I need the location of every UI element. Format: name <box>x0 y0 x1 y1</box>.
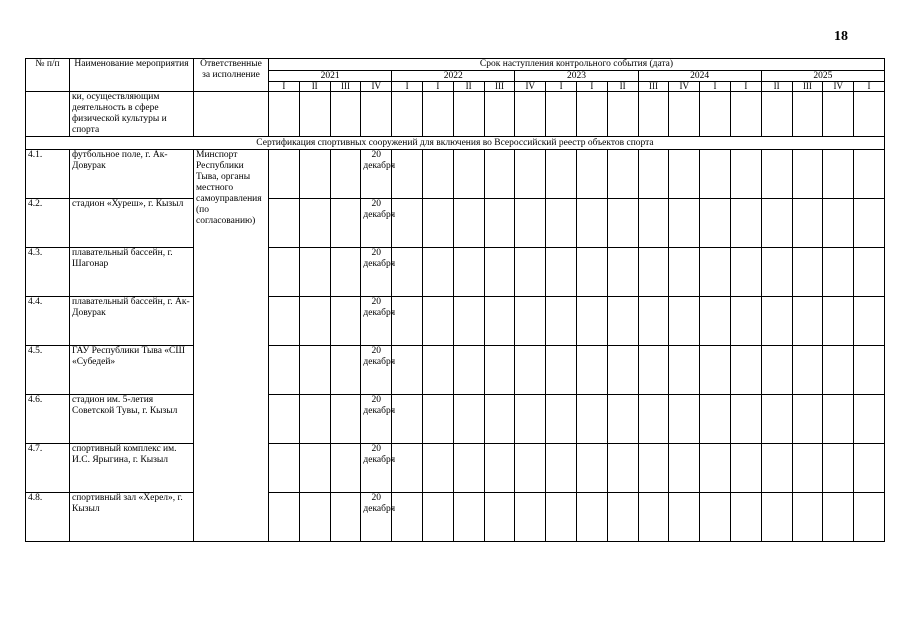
schedule-cell <box>730 150 761 199</box>
schedule-cell <box>546 199 577 248</box>
schedule-cell <box>546 444 577 493</box>
header-quarter: I <box>269 82 300 92</box>
schedule-cell <box>576 395 607 444</box>
row-name: плавательный бассейн, г. Ак-Довурак <box>70 297 194 346</box>
schedule-cell <box>546 297 577 346</box>
schedule-cell <box>823 493 854 542</box>
header-quarter: III <box>638 82 669 92</box>
header-quarter: III <box>330 82 361 92</box>
event-schedule-table <box>25 58 885 542</box>
schedule-cell <box>546 150 577 199</box>
schedule-cell <box>730 92 761 137</box>
header-quarter: I <box>700 82 731 92</box>
header-quarter: IV <box>823 82 854 92</box>
schedule-cell <box>330 493 361 542</box>
schedule-cell <box>669 297 700 346</box>
schedule-cell <box>823 395 854 444</box>
responsible-note: (по согласованию) <box>196 205 256 226</box>
schedule-cell <box>330 346 361 395</box>
schedule-cell <box>607 395 638 444</box>
schedule-cell <box>638 92 669 137</box>
responsible-text: Минспорт Республики Тыва, органы местного самоуправления <box>196 150 262 204</box>
schedule-cell <box>576 199 607 248</box>
schedule-cell <box>515 248 546 297</box>
schedule-cell <box>607 92 638 137</box>
schedule-cell <box>854 199 885 248</box>
schedule-cell <box>823 92 854 137</box>
schedule-cell <box>361 92 392 137</box>
schedule-cell <box>515 150 546 199</box>
schedule-cell <box>700 346 731 395</box>
schedule-cell <box>269 92 300 137</box>
schedule-cell <box>700 297 731 346</box>
schedule-cell <box>422 92 453 137</box>
schedule-cell <box>484 150 515 199</box>
responsible-cell-continued <box>194 444 269 493</box>
schedule-cell <box>669 150 700 199</box>
schedule-cell <box>792 92 823 137</box>
schedule-cell <box>854 493 885 542</box>
schedule-cell <box>299 150 330 199</box>
deadline-date: 20 декабря <box>361 493 392 542</box>
schedule-cell <box>638 493 669 542</box>
deadline-date: 20 декабря <box>361 199 392 248</box>
schedule-cell <box>330 248 361 297</box>
schedule-cell <box>854 444 885 493</box>
header-deadline: Срок наступления контрольного события (дата) <box>269 59 885 71</box>
table-row <box>26 395 885 444</box>
schedule-cell <box>392 199 423 248</box>
schedule-cell <box>607 248 638 297</box>
schedule-cell <box>700 199 731 248</box>
schedule-cell <box>854 92 885 137</box>
schedule-cell <box>546 395 577 444</box>
schedule-cell <box>515 346 546 395</box>
schedule-cell <box>730 199 761 248</box>
schedule-cell <box>576 92 607 137</box>
deadline-date: 20 декабря <box>361 150 392 199</box>
row-name: ГАУ Республики Тыва «СШ «Субедей» <box>70 346 194 395</box>
schedule-cell <box>669 444 700 493</box>
schedule-cell <box>392 346 423 395</box>
header-quarter: I <box>392 82 423 92</box>
continuation-responsible-cell <box>194 92 269 137</box>
schedule-cell <box>792 248 823 297</box>
schedule-cell <box>269 199 300 248</box>
schedule-cell <box>669 92 700 137</box>
schedule-cell <box>269 346 300 395</box>
table-row <box>26 199 885 248</box>
schedule-cell <box>761 150 792 199</box>
schedule-cell <box>792 297 823 346</box>
schedule-cell <box>761 297 792 346</box>
row-number: 4.2. <box>26 199 70 248</box>
schedule-cell <box>576 297 607 346</box>
schedule-cell <box>607 493 638 542</box>
schedule-cell <box>546 493 577 542</box>
schedule-cell <box>854 150 885 199</box>
row-number: 4.4. <box>26 297 70 346</box>
header-name: Наименование мероприятия <box>70 59 194 92</box>
header-year: 2022 <box>392 71 515 82</box>
schedule-cell <box>269 297 300 346</box>
schedule-cell <box>638 395 669 444</box>
schedule-cell <box>484 297 515 346</box>
schedule-cell <box>854 248 885 297</box>
schedule-cell <box>453 150 484 199</box>
schedule-cell <box>392 297 423 346</box>
schedule-cell <box>576 150 607 199</box>
row-number: 4.8. <box>26 493 70 542</box>
section-title: Сертификация спортивных сооружений для включения во Всероссийский реестр объектов спорта <box>26 137 885 150</box>
schedule-cell <box>422 493 453 542</box>
header-quarter: II <box>607 82 638 92</box>
header-quarter: I <box>576 82 607 92</box>
schedule-cell <box>761 199 792 248</box>
schedule-cell <box>823 346 854 395</box>
schedule-cell <box>269 248 300 297</box>
schedule-cell <box>484 493 515 542</box>
row-number: 4.1. <box>26 150 70 199</box>
schedule-cell <box>484 395 515 444</box>
header-responsible: Ответственные за исполнение <box>194 59 269 92</box>
header-quarter: III <box>484 82 515 92</box>
responsible-cell <box>194 150 269 248</box>
header-quarter: IV <box>515 82 546 92</box>
schedule-cell <box>330 444 361 493</box>
header-quarter: I <box>730 82 761 92</box>
schedule-cell <box>515 92 546 137</box>
table-row <box>26 346 885 395</box>
schedule-cell <box>761 248 792 297</box>
schedule-cell <box>453 444 484 493</box>
header-quarter: I <box>854 82 885 92</box>
responsible-cell-continued <box>194 493 269 542</box>
schedule-cell <box>453 92 484 137</box>
row-name: плавательный бассейн, г. Шагонар <box>70 248 194 297</box>
header-quarter: II <box>761 82 792 92</box>
header-year: 2025 <box>761 71 884 82</box>
deadline-date: 20 декабря <box>361 248 392 297</box>
schedule-cell <box>669 395 700 444</box>
schedule-cell <box>638 297 669 346</box>
schedule-cell <box>392 150 423 199</box>
schedule-cell <box>607 297 638 346</box>
row-name: стадион им. 5-летия Советской Тувы, г. Кызыл <box>70 395 194 444</box>
schedule-cell <box>730 444 761 493</box>
row-name: спортивный комплекс им. И.С. Ярыгина, г. Кызыл <box>70 444 194 493</box>
schedule-cell <box>638 444 669 493</box>
table-row <box>26 444 885 493</box>
schedule-cell <box>700 395 731 444</box>
schedule-cell <box>792 493 823 542</box>
schedule-cell <box>299 92 330 137</box>
schedule-cell <box>669 346 700 395</box>
schedule-cell <box>607 199 638 248</box>
schedule-cell <box>453 297 484 346</box>
deadline-date: 20 декабря <box>361 395 392 444</box>
header-year: 2023 <box>515 71 638 82</box>
schedule-cell <box>299 297 330 346</box>
table-row <box>26 297 885 346</box>
header-quarter: II <box>299 82 330 92</box>
schedule-cell <box>269 493 300 542</box>
page-number: 18 <box>834 29 848 44</box>
deadline-date: 20 декабря <box>361 444 392 493</box>
schedule-cell <box>299 493 330 542</box>
schedule-cell <box>761 493 792 542</box>
schedule-cell <box>269 150 300 199</box>
schedule-cell <box>638 248 669 297</box>
schedule-cell <box>576 248 607 297</box>
responsible-cell-continued <box>194 248 269 297</box>
schedule-cell <box>453 395 484 444</box>
schedule-cell <box>515 395 546 444</box>
schedule-cell <box>330 92 361 137</box>
deadline-date: 20 декабря <box>361 346 392 395</box>
schedule-cell <box>792 346 823 395</box>
schedule-cell <box>515 199 546 248</box>
schedule-cell <box>392 444 423 493</box>
schedule-cell <box>854 346 885 395</box>
schedule-cell <box>792 199 823 248</box>
schedule-cell <box>761 395 792 444</box>
header-year: 2024 <box>638 71 761 82</box>
schedule-cell <box>730 493 761 542</box>
schedule-cell <box>823 199 854 248</box>
schedule-cell <box>761 346 792 395</box>
row-name: стадион «Хуреш», г. Кызыл <box>70 199 194 248</box>
schedule-cell <box>299 395 330 444</box>
header-quarter: I <box>422 82 453 92</box>
schedule-cell <box>422 199 453 248</box>
table-row <box>26 248 885 297</box>
schedule-cell <box>730 248 761 297</box>
schedule-cell <box>638 199 669 248</box>
schedule-cell <box>730 346 761 395</box>
schedule-cell <box>546 92 577 137</box>
schedule-cell <box>823 150 854 199</box>
schedule-cell <box>299 199 330 248</box>
row-number: 4.3. <box>26 248 70 297</box>
schedule-cell <box>453 199 484 248</box>
schedule-cell <box>576 493 607 542</box>
schedule-cell <box>269 395 300 444</box>
schedule-cell <box>854 395 885 444</box>
schedule-cell <box>792 444 823 493</box>
schedule-cell <box>854 297 885 346</box>
schedule-cell <box>299 248 330 297</box>
schedule-cell <box>422 346 453 395</box>
header-quarter: III <box>792 82 823 92</box>
schedule-cell <box>422 444 453 493</box>
row-number: 4.7. <box>26 444 70 493</box>
continuation-name: ки, осуществляющим деятельность в сфере физической культуры и спорта <box>70 92 194 137</box>
schedule-cell <box>792 395 823 444</box>
schedule-cell <box>422 150 453 199</box>
schedule-cell <box>700 444 731 493</box>
schedule-cell <box>484 444 515 493</box>
schedule-cell <box>453 346 484 395</box>
schedule-cell <box>299 444 330 493</box>
schedule-cell <box>576 346 607 395</box>
schedule-cell <box>607 150 638 199</box>
responsible-cell-continued <box>194 346 269 395</box>
schedule-cell <box>669 199 700 248</box>
schedule-cell <box>669 248 700 297</box>
schedule-cell <box>330 199 361 248</box>
row-number: 4.6. <box>26 395 70 444</box>
schedule-cell <box>269 444 300 493</box>
row-name: спортивный зал «Херел», г. Кызыл <box>70 493 194 542</box>
schedule-cell <box>392 493 423 542</box>
schedule-cell <box>422 297 453 346</box>
deadline-date: 20 декабря <box>361 297 392 346</box>
schedule-cell <box>700 150 731 199</box>
schedule-cell <box>638 150 669 199</box>
schedule-cell <box>484 248 515 297</box>
schedule-cell <box>700 493 731 542</box>
responsible-cell-continued <box>194 395 269 444</box>
schedule-cell <box>730 297 761 346</box>
header-quarter: IV <box>361 82 392 92</box>
row-number: 4.5. <box>26 346 70 395</box>
header-number: № п/п <box>26 59 70 92</box>
schedule-cell <box>823 444 854 493</box>
schedule-cell <box>761 444 792 493</box>
schedule-cell <box>484 199 515 248</box>
schedule-cell <box>422 248 453 297</box>
schedule-cell <box>515 493 546 542</box>
continuation-number-cell <box>26 92 70 137</box>
schedule-cell <box>422 395 453 444</box>
schedule-cell <box>484 92 515 137</box>
schedule-cell <box>392 92 423 137</box>
schedule-cell <box>576 444 607 493</box>
schedule-cell <box>700 92 731 137</box>
schedule-cell <box>330 395 361 444</box>
header-quarter: IV <box>669 82 700 92</box>
schedule-cell <box>515 444 546 493</box>
schedule-cell <box>484 346 515 395</box>
schedule-cell <box>330 297 361 346</box>
schedule-cell <box>792 150 823 199</box>
header-quarter: I <box>546 82 577 92</box>
schedule-cell <box>453 248 484 297</box>
schedule-cell <box>700 248 731 297</box>
header-quarter: II <box>453 82 484 92</box>
schedule-cell <box>761 92 792 137</box>
schedule-cell <box>392 248 423 297</box>
schedule-cell <box>546 248 577 297</box>
responsible-cell-continued <box>194 297 269 346</box>
schedule-cell <box>392 395 423 444</box>
schedule-cell <box>669 493 700 542</box>
schedule-cell <box>330 150 361 199</box>
schedule-cell <box>607 346 638 395</box>
schedule-cell <box>730 395 761 444</box>
schedule-cell <box>823 297 854 346</box>
schedule-cell <box>607 444 638 493</box>
schedule-cell <box>638 346 669 395</box>
table-row <box>26 150 885 199</box>
header-year: 2021 <box>269 71 392 82</box>
table-row <box>26 493 885 542</box>
schedule-cell <box>453 493 484 542</box>
row-name: футбольное поле, г. Ак-Довурак <box>70 150 194 199</box>
schedule-cell <box>299 346 330 395</box>
schedule-cell <box>823 248 854 297</box>
schedule-cell <box>546 346 577 395</box>
schedule-cell <box>515 297 546 346</box>
